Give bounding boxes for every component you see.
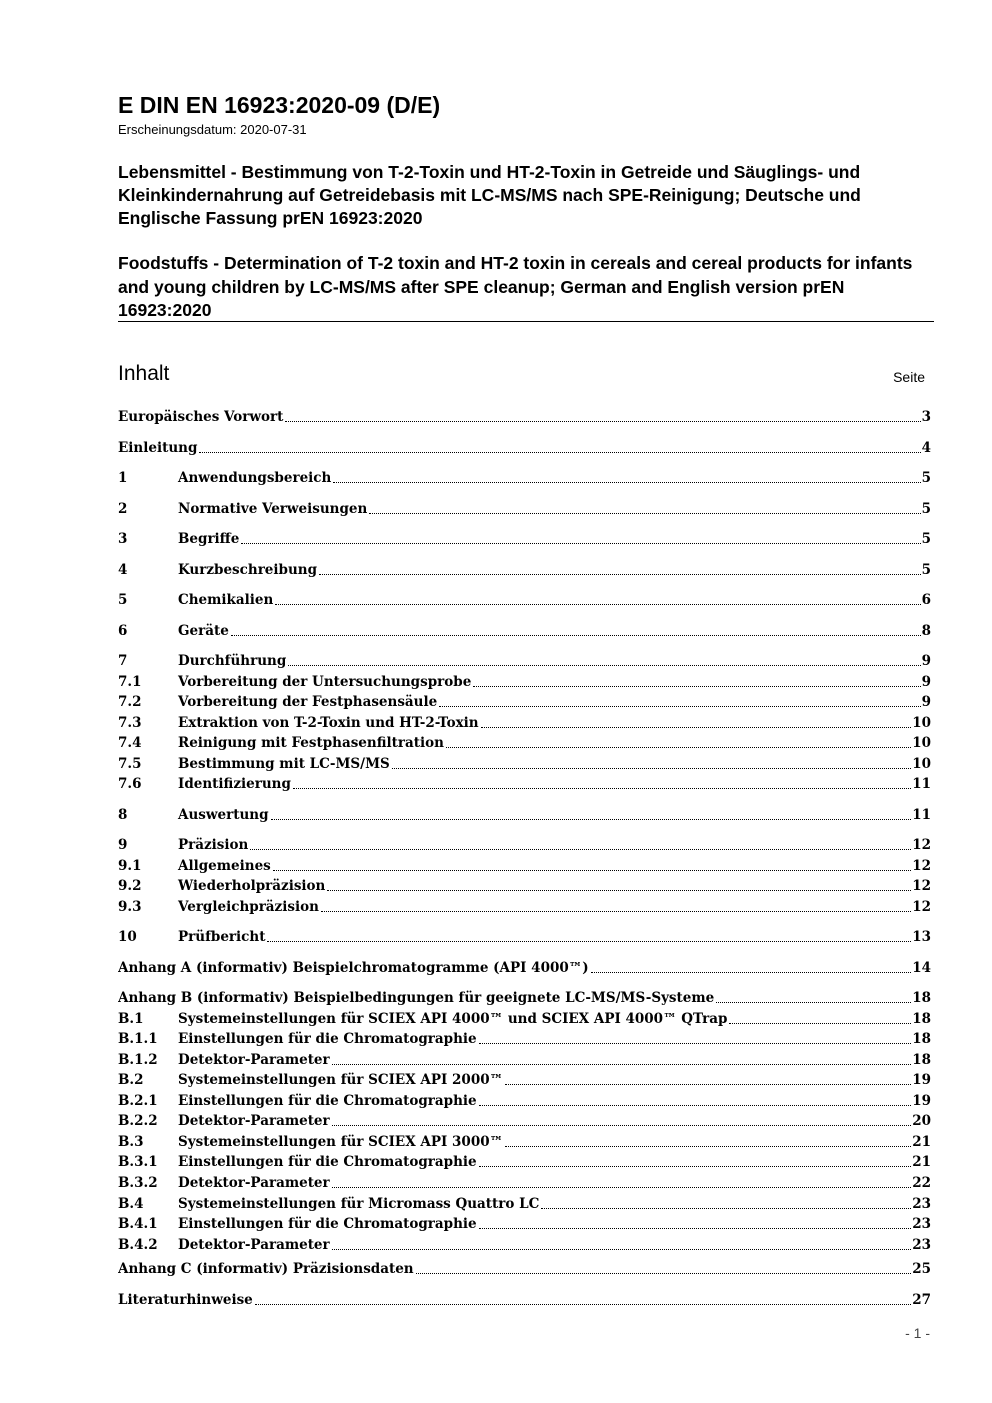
toc-entry[interactable] [118,856,931,876]
toc-entry-number: B.1 [118,1011,144,1027]
toc-entry-number: 5 [118,592,128,608]
toc-dot-leader [271,805,912,825]
toc-entry[interactable] [118,1070,931,1090]
toc-entry-number: 9.3 [118,899,142,915]
toc-entry[interactable] [118,1173,931,1193]
toc-entry-title: Wiederholpräzision [178,878,326,894]
toc-entry[interactable] [118,733,931,753]
toc-entry[interactable] [118,560,931,580]
toc-entry-number: B.3 [118,1134,144,1150]
toc-entry[interactable] [118,1194,931,1214]
toc-entry-number: 7.1 [118,674,142,690]
toc-entry[interactable] [118,672,931,692]
title-divider [118,321,934,322]
toc-entry-number: 2 [118,501,128,517]
toc-entry-title: Normative Verweisungen [178,501,368,517]
toc-entry-number: B.4.2 [118,1237,158,1253]
toc-entry[interactable] [118,876,931,896]
toc-entry-title: Einstellungen für die Chromatographie [178,1093,477,1109]
toc-dot-leader [255,1290,911,1310]
toc-dot-leader [332,1173,912,1193]
toc-entry-page: 14 [912,960,931,976]
toc-entry-number: 1 [118,470,128,486]
toc-dot-leader [479,1091,912,1111]
toc-entry-page: 21 [912,1154,931,1170]
toc-entry-number: 3 [118,531,128,547]
toc-entry-page: 12 [912,899,931,915]
toc-entry-number: 9.1 [118,858,142,874]
toc-entry-title: Anhang C (informativ) Präzisionsdaten [118,1261,414,1277]
toc-entry-page: 20 [912,1113,931,1129]
toc-dot-leader [446,733,911,753]
toc-entry-page: 5 [921,501,931,517]
toc-entry-number: B.4 [118,1196,144,1212]
toc-entry-number: 9.2 [118,878,142,894]
toc-dot-leader [273,856,911,876]
toc-dot-leader [479,1214,912,1234]
toc-entry-title: Identifizierung [178,776,291,792]
toc-entry-number: B.2.2 [118,1113,158,1129]
toc-entry-page: 12 [912,878,931,894]
toc-entry-page: 8 [921,623,931,639]
toc-entry[interactable] [118,988,931,1008]
toc-entry-title: Literaturhinweise [118,1292,253,1308]
toc-dot-leader [327,876,911,896]
toc-entry[interactable] [118,774,931,794]
toc-entry-page: 19 [912,1072,931,1088]
toc-dot-leader [319,560,921,580]
toc-entry-title: Systemeinstellungen für Micromass Quattro LC [178,1196,540,1212]
toc-entry-title: Geräte [178,623,229,639]
toc-entry-page: 11 [912,807,931,823]
toc-entry-title: Einleitung [118,440,198,456]
toc-entry-title: Vorbereitung der Untersuchungsprobe [178,674,472,690]
toc-entry-title: Anhang B (informativ) Beispielbedingungen für geeignete LC-MS/MS-Systeme [118,990,715,1006]
toc-page-label: Seite [893,369,925,385]
toc-entry-title: Systemeinstellungen für SCIEX API 2000™ [178,1072,504,1088]
toc-dot-leader [505,1070,911,1090]
toc-entry-title: Anwendungsbereich [178,470,332,486]
page-number: - 1 - [905,1325,930,1341]
toc-entry-page: 6 [921,592,931,608]
title-german: Lebensmittel - Bestimmung von T-2-Toxin und HT-2-Toxin in Getreide und Säuglings- und Kleinkindernahrung auf Getreidebasis mit LC-MS/MS nach SPE-Reinigung; Deutsche und Englische Fassung prEN 16923:2020 [118,162,861,228]
toc-entry-page: 23 [912,1196,931,1212]
toc-dot-leader [369,499,920,519]
toc-dot-leader [333,468,920,488]
toc-entry-title: Allgemeines [178,858,271,874]
toc-entry-number: 4 [118,562,128,578]
toc-entry[interactable] [118,529,931,549]
toc-entry-page: 27 [912,1292,931,1308]
toc-entry[interactable] [118,897,931,917]
toc-dot-leader [275,590,920,610]
toc-dot-leader [479,1152,912,1172]
toc-entry[interactable] [118,958,931,978]
toc-entry-title: Einstellungen für die Chromatographie [178,1154,477,1170]
toc-dot-leader [288,651,920,671]
toc-entry-title: Prüfbericht [178,929,266,945]
toc-entry-number: 7.2 [118,694,142,710]
toc-entry-page: 5 [921,531,931,547]
toc-entry-number: B.3.2 [118,1175,158,1191]
toc-dot-leader [392,754,911,774]
toc-entry-page: 25 [912,1261,931,1277]
toc-entry-title: Durchführung [178,653,287,669]
publication-date: Erscheinungsdatum: 2020-07-31 [118,122,307,137]
toc-entry-title: Detektor-Parameter [178,1237,330,1253]
toc-entry-title: Detektor-Parameter [178,1175,330,1191]
toc-entry-title: Vorbereitung der Festphasensäule [178,694,438,710]
toc-entry[interactable] [118,1290,931,1310]
toc-entry[interactable] [118,468,931,488]
toc-entry-number: B.3.1 [118,1154,158,1170]
toc-entry-title: Begriffe [178,531,240,547]
toc-entry-page: 9 [921,694,931,710]
toc-entry-page: 5 [921,562,931,578]
toc-entry-number: 7 [118,653,128,669]
toc-entry-title: Detektor-Parameter [178,1052,330,1068]
toc-entry-title: Auswertung [178,807,269,823]
toc-entry[interactable] [118,805,931,825]
toc-entry[interactable] [118,1214,931,1234]
toc-entry-title: Kurzbeschreibung [178,562,318,578]
toc-entry[interactable] [118,927,931,947]
toc-entry-page: 18 [912,1031,931,1047]
toc-entry-number: B.1.1 [118,1031,158,1047]
toc-dot-leader [332,1050,912,1070]
toc-entry-number: 7.4 [118,735,142,751]
toc-entry-page: 3 [921,409,931,425]
toc-entry-page: 19 [912,1093,931,1109]
toc-entry-page: 23 [912,1216,931,1232]
toc-entry-title: Anhang A (informativ) Beispielchromatogramme (API 4000™) [118,960,589,976]
toc-dot-leader [505,1132,911,1152]
toc-entry-number: B.2 [118,1072,144,1088]
toc-entry[interactable] [118,754,931,774]
toc-dot-leader [716,988,911,1008]
toc-entry-number: B.4.1 [118,1216,158,1232]
toc-entry-page: 9 [921,674,931,690]
toc-entry[interactable] [118,1029,931,1049]
toc-entry[interactable] [118,1009,931,1029]
toc-entry-page: 23 [912,1237,931,1253]
toc-entry[interactable] [118,1152,931,1172]
toc-entry-number: 8 [118,807,128,823]
toc-entry[interactable] [118,651,931,671]
toc-entry-number: 6 [118,623,128,639]
toc-entry-title: Detektor-Parameter [178,1113,330,1129]
toc-dot-leader [479,1029,912,1049]
toc-entry-number: 10 [118,929,137,945]
toc-entry-title: Europäisches Vorwort [118,409,284,425]
toc-entry[interactable] [118,1235,931,1255]
toc-entry-page: 18 [912,990,931,1006]
toc-entry-page: 13 [912,929,931,945]
toc-entry[interactable] [118,1132,931,1152]
toc-dot-leader [267,927,911,947]
toc-entry[interactable] [118,1091,931,1111]
toc-entry-page: 10 [912,715,931,731]
toc-entry-page: 22 [912,1175,931,1191]
toc-dot-leader [199,438,920,458]
toc-entry[interactable] [118,692,931,712]
toc-dot-leader [332,1235,912,1255]
toc-entry[interactable] [118,407,931,427]
toc-entry-page: 18 [912,1052,931,1068]
toc-dot-leader [231,621,921,641]
toc-dot-leader [416,1259,912,1279]
toc-entry[interactable] [118,1050,931,1070]
toc-entry-page: 21 [912,1134,931,1150]
toc-entry-page: 9 [921,653,931,669]
toc-entry-title: Vergleichpräzision [178,899,319,915]
toc-entry-page: 10 [912,756,931,772]
toc-entry-number: B.1.2 [118,1052,158,1068]
toc-entry-title: Präzision [178,837,249,853]
toc-entry[interactable] [118,438,931,458]
toc-entry-title: Systemeinstellungen für SCIEX API 3000™ [178,1134,504,1150]
toc-entry-number: 7.5 [118,756,142,772]
toc-entry-title: Einstellungen für die Chromatographie [178,1216,477,1232]
toc-dot-leader [439,692,920,712]
toc-entry-number: 7.6 [118,776,142,792]
toc-dot-leader [729,1009,911,1029]
toc-entry[interactable] [118,590,931,610]
toc-dot-leader [541,1194,911,1214]
toc-entry[interactable] [118,1259,931,1279]
toc-entry-number: 9 [118,837,128,853]
toc-entry-page: 18 [912,1011,931,1027]
toc-entry-title: Extraktion von T-2-Toxin und HT-2-Toxin [178,715,479,731]
toc-entry[interactable] [118,621,931,641]
toc-entry-title: Systemeinstellungen für SCIEX API 4000™ und SCIEX API 4000™ QTrap [178,1011,728,1027]
toc-dot-leader [481,713,912,733]
toc-dot-leader [473,672,920,692]
toc-entry[interactable] [118,713,931,733]
toc-dot-leader [293,774,911,794]
toc-entry-title: Chemikalien [178,592,274,608]
toc-entry-page: 12 [912,837,931,853]
toc-entry-page: 5 [921,470,931,486]
toc-dot-leader [321,897,911,917]
toc-entry-number: 7.3 [118,715,142,731]
toc-entry-page: 11 [912,776,931,792]
toc-heading: Inhalt [118,362,170,385]
title-english: Foodstuffs - Determination of T-2 toxin and HT-2 toxin in cereals and cereal products for infants and young children by LC-MS/MS after SPE cleanup; German and English version prEN 16923:2020 [118,253,913,320]
document-id: E DIN EN 16923:2020-09 (D/E) [118,92,441,118]
toc-entry-title: Bestimmung mit LC-MS/MS [178,756,390,772]
toc-entry-page: 12 [912,858,931,874]
toc-dot-leader [591,958,912,978]
toc-entry-number: B.2.1 [118,1093,158,1109]
toc-entry-page: 4 [921,440,931,456]
toc-dot-leader [332,1111,912,1131]
toc-entry[interactable] [118,499,931,519]
toc-dot-leader [285,407,920,427]
toc-entry-title: Einstellungen für die Chromatographie [178,1031,477,1047]
toc-dot-leader [241,529,920,549]
toc-entry-page: 10 [912,735,931,751]
toc-entry[interactable] [118,1111,931,1131]
toc-entry[interactable] [118,835,931,855]
toc-dot-leader [250,835,911,855]
toc-entry-title: Reinigung mit Festphasenfiltration [178,735,444,751]
